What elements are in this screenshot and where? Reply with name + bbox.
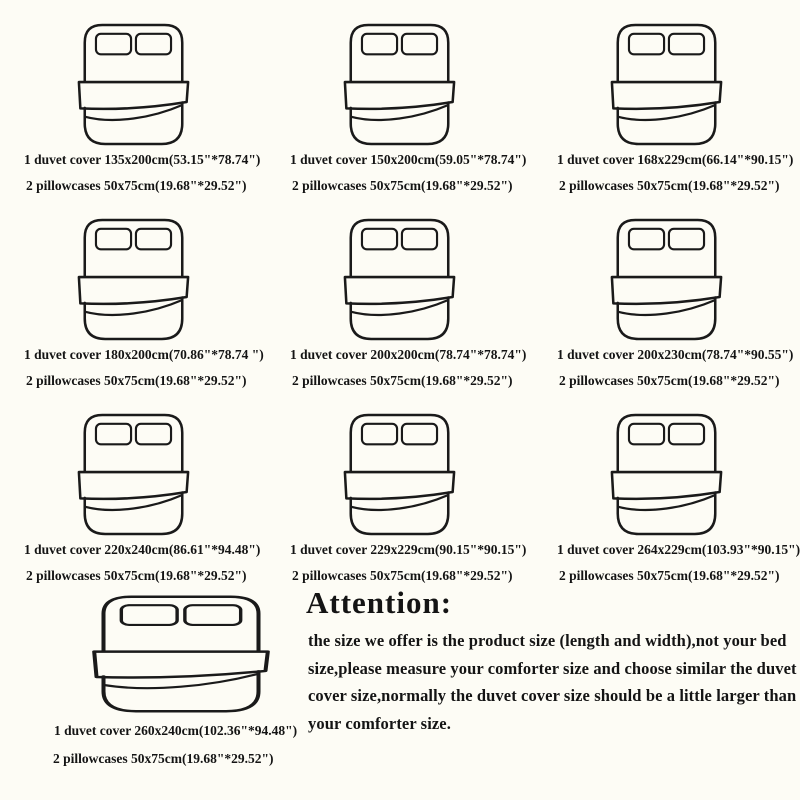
duvet-size-label: 1 duvet cover 135x200cm(53.15"*78.74") <box>24 152 261 167</box>
pillowcase-size-label: 2 pillowcases 50x75cm(19.68"*29.52") <box>26 568 247 583</box>
size-cell-168x229 <box>533 0 800 195</box>
pillowcase-size-label: 2 pillowcases 50x75cm(19.68"*29.52") <box>292 568 513 583</box>
duvet-size-label: 1 duvet cover 260x240cm(102.36"*94.48") <box>54 723 298 738</box>
size-cell-200x200 <box>266 195 533 390</box>
duvet-size-label: 1 duvet cover 150x200cm(59.05"*78.74") <box>290 152 527 167</box>
pillowcase-size-label: 2 pillowcases 50x75cm(19.68"*29.52") <box>559 568 780 583</box>
size-cell-135x200 <box>0 0 266 195</box>
pillowcase-size-label: 2 pillowcases 50x75cm(19.68"*29.52") <box>559 178 780 193</box>
duvet-size-label: 1 duvet cover 168x229cm(66.14"*90.15") <box>557 152 794 167</box>
size-cell-200x230 <box>533 195 800 390</box>
duvet-size-label: 1 duvet cover 229x229cm(90.15"*90.15") <box>290 542 527 557</box>
size-cell-264x229 <box>533 390 800 585</box>
attention-title: Attention: <box>306 585 453 620</box>
size-cell-229x229 <box>266 390 533 585</box>
bed-icon <box>608 21 725 148</box>
duvet-size-label: 1 duvet cover 220x240cm(86.61"*94.48") <box>24 542 261 557</box>
duvet-size-label: 1 duvet cover 200x230cm(78.74"*90.55") <box>557 347 794 362</box>
attention-body-text: the size we offer is the product size (length and width),not your bed size,please measure your comforter size and choose similar the duvet cover size,normally the duvet cover size should be a little larger than your comforter size. <box>308 631 797 733</box>
bed-icon <box>75 411 192 538</box>
pillowcase-size-label: 2 pillowcases 50x75cm(19.68"*29.52") <box>292 178 513 193</box>
bed-icon <box>608 411 725 538</box>
bed-icon <box>608 216 725 343</box>
duvet-size-label: 1 duvet cover 180x200cm(70.86"*78.74 ") <box>24 347 264 362</box>
bottom-section <box>0 585 800 800</box>
duvet-size-label: 1 duvet cover 264x229cm(103.93"*90.15") <box>557 542 800 557</box>
bed-icon <box>341 216 458 343</box>
bed-icon <box>341 21 458 148</box>
attention-note <box>306 585 800 737</box>
bed-icon <box>75 21 192 148</box>
pillowcase-size-label: 2 pillowcases 50x75cm(19.68"*29.52") <box>26 178 247 193</box>
size-cell-180x200 <box>0 195 266 390</box>
pillowcase-size-label: 2 pillowcases 50x75cm(19.68"*29.52") <box>26 373 247 388</box>
duvet-size-label: 1 duvet cover 200x200cm(78.74"*78.74") <box>290 347 527 362</box>
pillowcase-size-label: 2 pillowcases 50x75cm(19.68"*29.52") <box>53 751 274 766</box>
pillowcase-size-label: 2 pillowcases 50x75cm(19.68"*29.52") <box>559 373 780 388</box>
bed-icon <box>75 216 192 343</box>
bed-icon <box>341 411 458 538</box>
pillowcase-size-label: 2 pillowcases 50x75cm(19.68"*29.52") <box>292 373 513 388</box>
bed-icon-wide <box>88 593 274 715</box>
size-cell-220x240 <box>0 390 266 585</box>
size-cell-150x200 <box>266 0 533 195</box>
